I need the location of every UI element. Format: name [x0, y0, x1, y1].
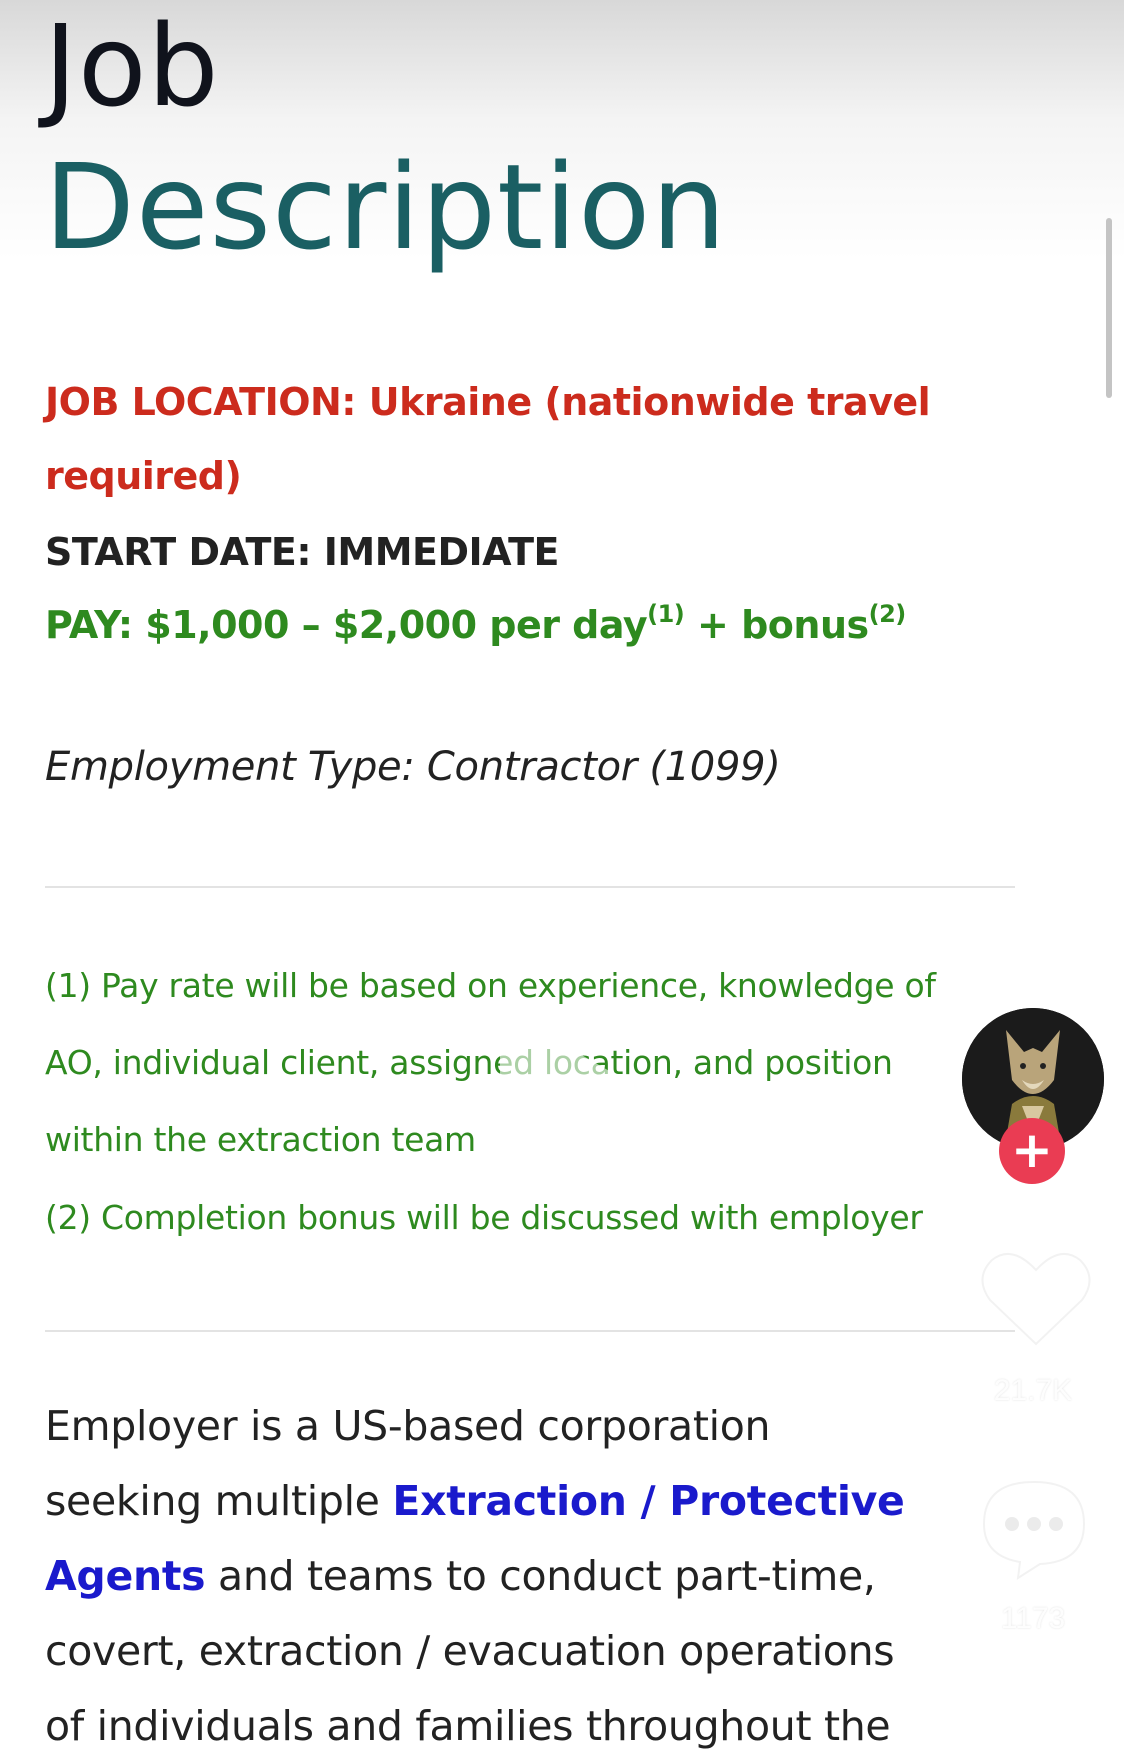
- paragraph-line: [45, 1552, 876, 1600]
- pay-footnote-2: (2): [868, 600, 906, 628]
- paragraph-line: [45, 1477, 905, 1525]
- pay-footnote-1: (1): [647, 600, 685, 628]
- job-location-continued: required): [45, 454, 242, 498]
- pay-bonus: + bonus: [684, 603, 869, 647]
- paragraph-line: covert, extraction / evacuation operations: [45, 1627, 895, 1675]
- paragraph-text: and teams to conduct part-time,: [205, 1552, 876, 1600]
- comment-icon[interactable]: [978, 1476, 1090, 1580]
- play-icon[interactable]: [500, 1008, 618, 1144]
- extraction-agents-link[interactable]: Extraction / Protective: [392, 1477, 905, 1525]
- pay-text: PAY: $1,000 – $2,000 per day: [45, 603, 648, 647]
- heart-icon[interactable]: [980, 1248, 1092, 1348]
- divider: [45, 1330, 1015, 1332]
- paragraph-line: of individuals and families throughout the: [45, 1702, 891, 1750]
- paragraph-text: seeking multiple: [45, 1477, 393, 1525]
- footnote-line: AO, individual client, assigned location, and position: [45, 1043, 893, 1082]
- like-count: 21.7K: [993, 1374, 1073, 1407]
- footnote-line: (2) Completion bonus will be discussed with employer: [45, 1198, 923, 1237]
- share-icon[interactable]: [1010, 1712, 1070, 1762]
- footnote-line: (1) Pay rate will be based on experience, knowledge of: [45, 966, 936, 1005]
- footnote-line: within the extraction team: [45, 1120, 476, 1159]
- job-location: JOB LOCATION: Ukraine (nationwide travel: [45, 380, 931, 424]
- comment-count: 1173: [1000, 1602, 1066, 1635]
- divider: [45, 886, 1015, 888]
- scrollbar-thumb[interactable]: [1106, 218, 1112, 398]
- follow-plus-icon[interactable]: +: [999, 1118, 1065, 1184]
- start-date: START DATE: IMMEDIATE: [45, 530, 560, 574]
- pay-line: [45, 600, 906, 647]
- paragraph-line: Employer is a US-based corporation: [45, 1402, 771, 1450]
- title-line-1: Job: [44, 2, 220, 132]
- employment-type: Employment Type: Contractor (1099): [45, 744, 781, 790]
- agents-link[interactable]: Agents: [45, 1552, 206, 1600]
- title-line-2: Description: [44, 138, 728, 276]
